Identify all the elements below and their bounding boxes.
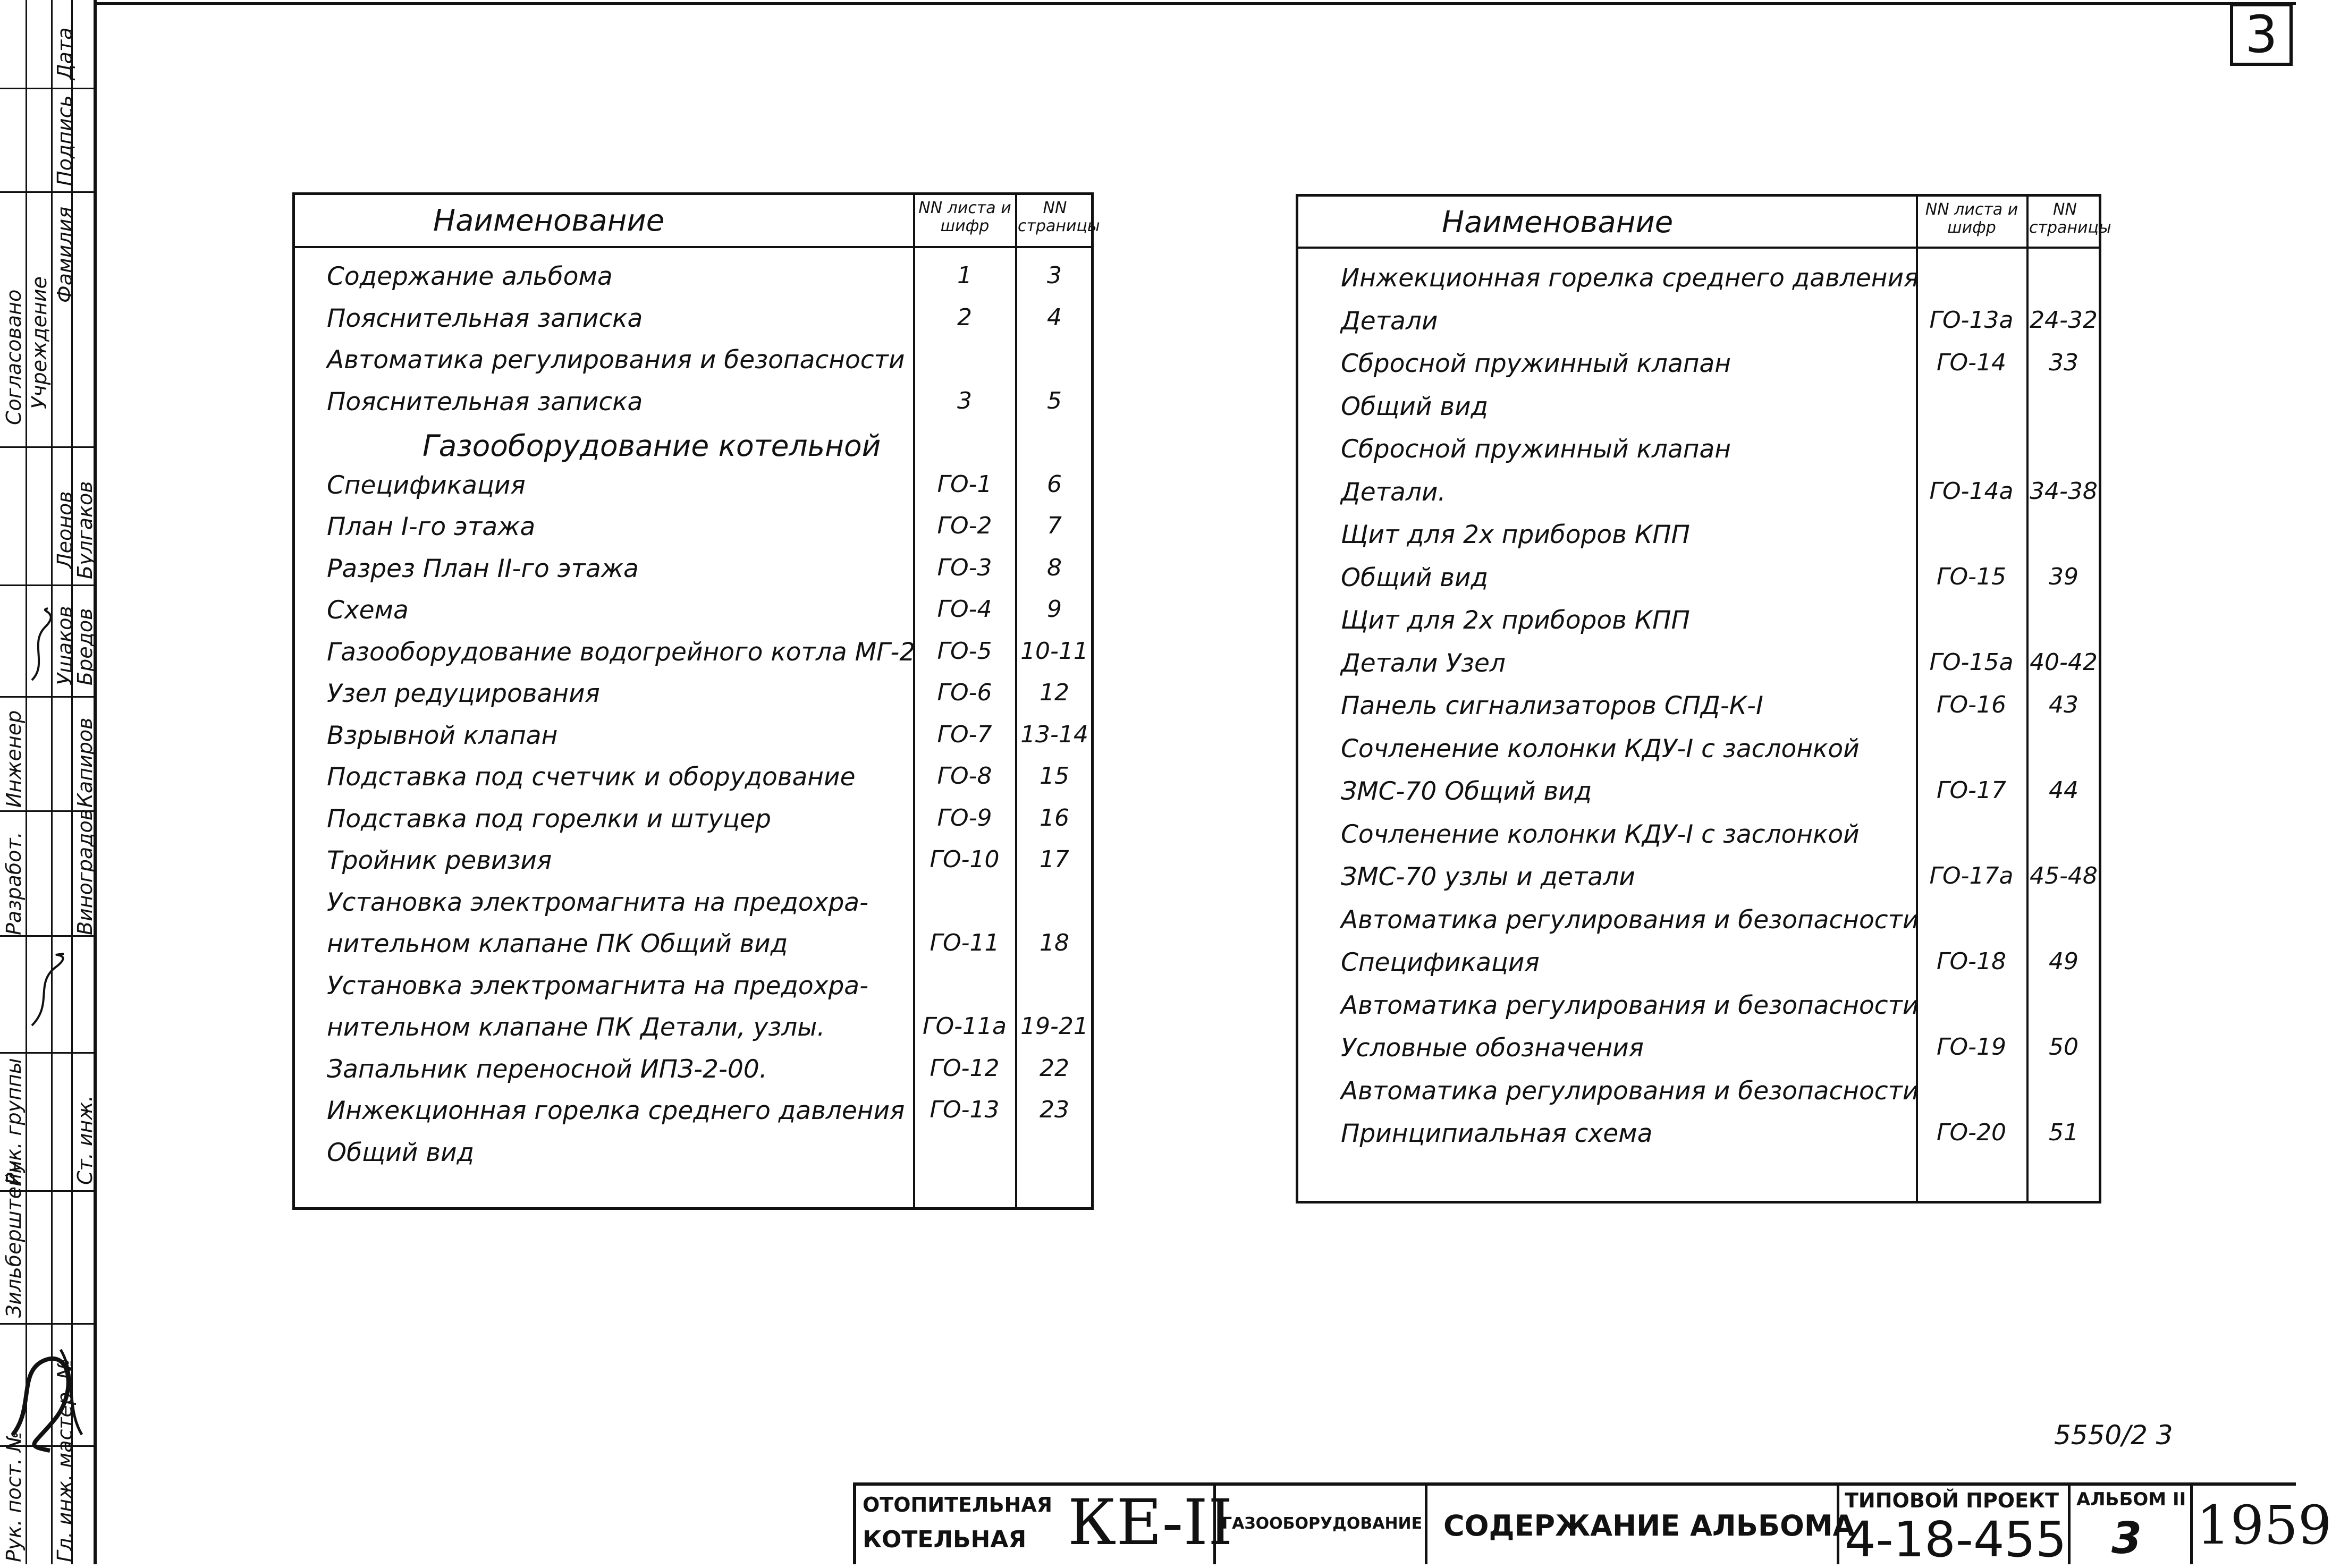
- row-page: 17: [1040, 846, 1069, 873]
- row-name: Узел редуцирования: [327, 679, 600, 708]
- signature-icon: [27, 606, 52, 685]
- strip-row-line: [0, 1323, 97, 1325]
- row-page: 40-42: [2030, 648, 2098, 676]
- row-name: Сбросной пружинный клапан: [1341, 435, 1731, 464]
- strip-role: Гл. инж. мастер. №: [53, 1358, 77, 1562]
- row-name: ЗМС-70 Общий вид: [1341, 777, 1592, 806]
- row-page: 16: [1040, 804, 1069, 832]
- row-name: Общий вид: [1341, 563, 1489, 592]
- row-name: Пояснительная записка: [327, 387, 643, 417]
- row-sheet: ГО-13: [930, 1096, 1000, 1123]
- row-name: Пояснительная записка: [327, 303, 643, 333]
- row-name: Инжекционная горелка среднего давления: [327, 1096, 905, 1125]
- strip-row-line: [0, 88, 97, 89]
- strip-heading: Фамилия: [53, 206, 77, 303]
- project-number: 4-18-455: [1845, 1511, 2067, 1568]
- row-page: 49: [2049, 948, 2078, 975]
- row-page: 19-21: [1020, 1013, 1088, 1040]
- row-sheet: ГО-14: [1936, 349, 2006, 376]
- row-name: Сочленение колонки КДУ-I с заслонкой: [1341, 819, 1860, 849]
- title-block-divider: [1425, 1486, 1427, 1564]
- row-sheet: ГО-6: [937, 679, 992, 706]
- strip-role: Рук. пост. №: [2, 1430, 26, 1562]
- row-sheet: ГО-5: [937, 637, 992, 665]
- year: 1959: [2196, 1494, 2332, 1556]
- row-name: Тройник ревизия: [327, 846, 552, 875]
- page-frame-top: [96, 2, 2296, 5]
- row-name: нительном клапане ПК Детали, узлы.: [327, 1013, 825, 1042]
- strip-row-line: [0, 446, 97, 448]
- row-sheet: ГО-3: [937, 554, 992, 581]
- signature-icon: [27, 951, 69, 1031]
- row-name: План I-го этажа: [327, 512, 536, 541]
- row-sheet: 3: [957, 387, 972, 414]
- row-name: Схема: [327, 596, 409, 625]
- row-name: Спецификация: [327, 470, 526, 500]
- row-sheet: ГО-16: [1936, 691, 2006, 718]
- strip-role: Разработ.: [2, 832, 26, 935]
- title-block: [853, 1482, 2332, 1568]
- row-name: Детали.: [1341, 477, 1446, 507]
- row-page: 39: [2049, 563, 2078, 590]
- row-sheet: ГО-9: [937, 804, 992, 832]
- row-name: Автоматика регулирования и безопасности: [1341, 990, 1919, 1020]
- row-name: Детали Узел: [1341, 648, 1506, 678]
- strip-heading: Дата: [53, 27, 77, 80]
- strip-row-line: [0, 191, 97, 193]
- row-sheet: ГО-18: [1936, 948, 2006, 975]
- archive-number: 5550/2 3: [2054, 1420, 2173, 1451]
- row-sheet: ГО-8: [937, 762, 992, 790]
- row-name: Автоматика регулирования и безопасности: [1341, 1076, 1919, 1106]
- object-line2: КОТЕЛЬНАЯ: [863, 1526, 1027, 1553]
- strip-name: Бредов: [73, 608, 97, 685]
- strip-name: Ушаков: [53, 606, 77, 685]
- row-page: 8: [1047, 554, 1062, 581]
- row-page: 23: [1040, 1096, 1069, 1123]
- row-name: Спецификация: [1341, 948, 1540, 977]
- row-name: Принципиальная схема: [1341, 1119, 1653, 1148]
- section-heading: Газооборудование котельной: [423, 429, 881, 463]
- row-name: Щит для 2х приборов КПП: [1341, 606, 1690, 635]
- row-page: 15: [1040, 762, 1069, 790]
- row-page: 5: [1047, 387, 1062, 414]
- row-page: 43: [2049, 691, 2078, 718]
- row-page: 4: [1047, 303, 1062, 331]
- header-page: NN страницы: [1018, 199, 1100, 235]
- row-sheet: ГО-11: [930, 929, 1000, 956]
- strip-role: Зильберштейн: [2, 1160, 26, 1318]
- strip-heading: Подпись: [53, 95, 77, 186]
- row-name: Автоматика регулирования и безопасности: [327, 345, 905, 375]
- section-name: ГАЗООБОРУДОВАНИЕ: [1222, 1514, 1423, 1533]
- row-sheet: ГО-20: [1936, 1119, 2006, 1146]
- row-page: 9: [1047, 596, 1062, 623]
- row-page: 45-48: [2030, 862, 2098, 889]
- row-sheet: 2: [957, 303, 972, 331]
- contents-table-right: [1296, 194, 2111, 1203]
- row-page: 3: [1047, 262, 1062, 289]
- header-name: Наименование: [433, 204, 665, 238]
- row-name: Разрез План II-го этажа: [327, 554, 639, 583]
- strip-heading: Учреждение: [28, 276, 51, 409]
- sheet-title: СОДЕРЖАНИЕ АЛЬБОМА: [1443, 1509, 1855, 1542]
- strip-row-line: [0, 696, 97, 698]
- row-name: Установка электромагнита на предохра-: [327, 971, 869, 1001]
- row-page: 51: [2049, 1119, 2078, 1146]
- row-sheet: ГО-10: [930, 846, 1000, 873]
- contents-table-left: [292, 192, 1100, 1210]
- row-sheet: ГО-4: [937, 596, 992, 623]
- row-sheet: ГО-1: [937, 470, 992, 498]
- row-name: Сбросной пружинный клапан: [1341, 349, 1731, 378]
- object-line1: ОТОПИТЕЛЬНАЯ: [863, 1493, 1053, 1516]
- row-sheet: ГО-13а: [1929, 306, 2014, 334]
- row-sheet: ГО-7: [937, 721, 992, 748]
- row-page: 18: [1040, 929, 1069, 956]
- title-block-divider: [2068, 1486, 2071, 1564]
- strip-row-line: [0, 1052, 97, 1054]
- row-sheet: ГО-15а: [1929, 648, 2014, 676]
- header-divider: [295, 246, 1091, 248]
- row-name: Щит для 2х приборов КПП: [1341, 520, 1690, 549]
- row-page: 24-32: [2030, 306, 2098, 334]
- row-name: Подставка под горелки и штуцер: [327, 804, 771, 834]
- row-name: нительном клапане ПК Общий вид: [327, 929, 788, 959]
- row-page: 50: [2049, 1033, 2078, 1061]
- album-label: АЛЬБОМ II: [2076, 1489, 2186, 1510]
- row-name: Газооборудование водогрейного котла МГ-2: [327, 637, 916, 667]
- row-name: Взрывной клапан: [327, 721, 558, 750]
- row-name: Содержание альбома: [327, 262, 613, 291]
- album-sheet: 3: [2111, 1513, 2142, 1564]
- strip-row-line: [0, 935, 97, 937]
- row-page: 6: [1047, 470, 1062, 498]
- row-sheet: ГО-14а: [1929, 477, 2014, 505]
- row-page: 13-14: [1020, 721, 1088, 748]
- row-page: 7: [1047, 512, 1062, 539]
- header-divider: [1298, 247, 2099, 249]
- row-name: Детали: [1341, 306, 1438, 336]
- strip-name: Булгаков: [73, 481, 97, 579]
- row-name: ЗМС-70 узлы и детали: [1341, 862, 1635, 892]
- row-page: 12: [1040, 679, 1069, 706]
- row-name: Подставка под счетчик и оборудование: [327, 762, 856, 792]
- header-sheet: NN листа и шифр: [1925, 200, 2018, 237]
- strip-name: Ст. инж.: [73, 1095, 97, 1185]
- page-number: 3: [2230, 3, 2293, 66]
- row-name: Условные обозначения: [1341, 1033, 1644, 1063]
- row-page: 10-11: [1020, 637, 1088, 665]
- row-page: 34-38: [2030, 477, 2098, 505]
- row-sheet: ГО-11а: [923, 1013, 1007, 1040]
- row-name: Автоматика регулирования и безопасности: [1341, 905, 1919, 935]
- row-sheet: ГО-12: [930, 1054, 1000, 1082]
- header-page: NN страницы: [2029, 200, 2111, 237]
- strip-name: Виноградов: [73, 808, 97, 935]
- strip-name: Леонов: [53, 491, 77, 569]
- row-name: Инжекционная горелка среднего давления: [1341, 264, 1919, 293]
- row-sheet: ГО-19: [1936, 1033, 2006, 1061]
- approval-strip: [0, 0, 97, 1564]
- row-sheet: ГО-17: [1936, 777, 2006, 804]
- row-name: Панель сигнализаторов СПД-К-I: [1341, 691, 1763, 721]
- header-sheet: NN листа и шифр: [918, 199, 1011, 235]
- strip-role: Рук. группы: [2, 1058, 26, 1185]
- header-name: Наименование: [1442, 205, 1674, 240]
- signature-icon: [2, 1328, 92, 1456]
- row-sheet: 1: [957, 262, 972, 289]
- row-sheet: ГО-2: [937, 512, 992, 539]
- row-name: Установка электромагнита на предохра-: [327, 887, 869, 917]
- row-sheet: ГО-17а: [1929, 862, 2014, 889]
- project-label: ТИПОВОЙ ПРОЕКТ: [1845, 1489, 2059, 1512]
- row-name: Общий вид: [1341, 392, 1489, 421]
- row-name: Запальник переносной ИПЗ-2-00.: [327, 1054, 767, 1084]
- strip-heading: Согласовано: [2, 289, 26, 425]
- row-name: Сочленение колонки КДУ-I с заслонкой: [1341, 734, 1860, 764]
- row-page: 22: [1040, 1054, 1069, 1082]
- strip-role: Инженер: [2, 710, 26, 808]
- row-page: 44: [2049, 777, 2078, 804]
- row-page: 33: [2049, 349, 2078, 376]
- row-name: Общий вид: [327, 1138, 475, 1167]
- title-block-divider: [2190, 1486, 2193, 1564]
- strip-row-line: [0, 584, 97, 586]
- object-code: КЕ-II: [1068, 1486, 1233, 1559]
- row-sheet: ГО-15: [1936, 563, 2006, 590]
- strip-name: Капиров: [73, 717, 97, 808]
